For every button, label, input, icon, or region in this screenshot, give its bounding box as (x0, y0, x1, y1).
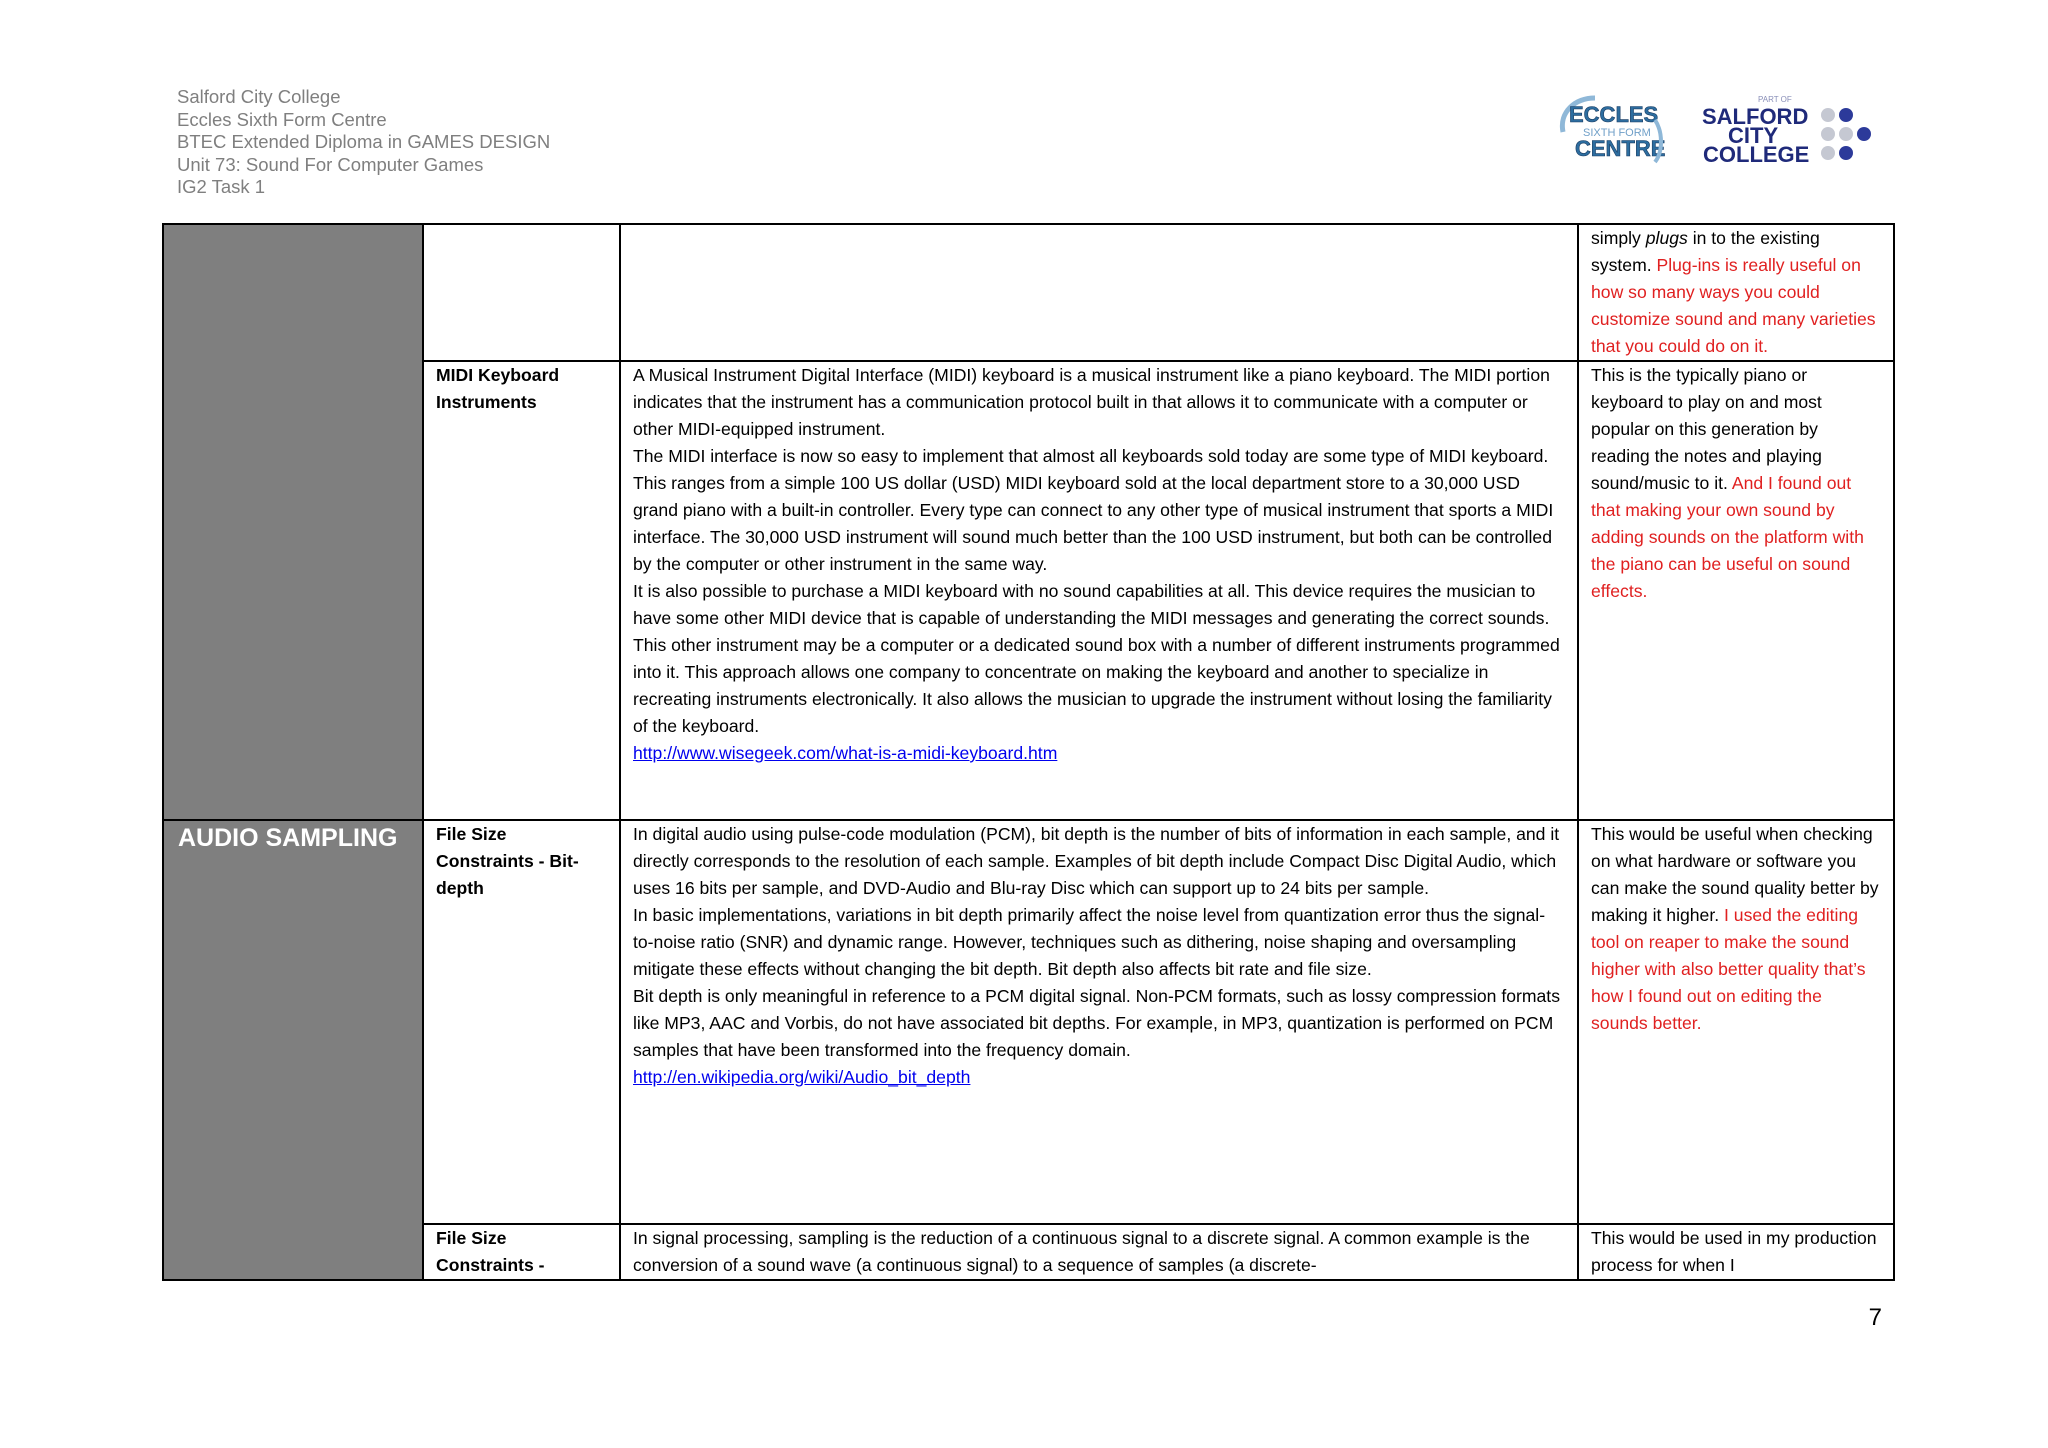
notes-italic-text: plugs (1645, 228, 1688, 248)
notes-text: This is the typically piano or keyboard to play on and most popular on this generation by reading the notes and playing sound/music to it. (1591, 365, 1822, 493)
svg-text:CENTRE: CENTRE (1575, 136, 1666, 161)
topic-bit-depth: File Size Constraints - Bit-depth (423, 820, 620, 1224)
topic-sampling: File Size Constraints - (423, 1224, 620, 1280)
svg-text:PART OF: PART OF (1758, 95, 1792, 104)
table-row (163, 1224, 1894, 1280)
notes-sampling: This would be used in my production process for when I (1578, 1224, 1894, 1280)
notes-highlight: And I found out that making your own sound by adding sounds on the platform with the piano can be useful on sound effects. (1591, 473, 1864, 601)
topic-cell-empty (423, 224, 620, 361)
notes-highlight: I used the editing tool on reaper to make the sound higher with also better quality that’s how I found out on editing the sounds better. (1591, 905, 1866, 1033)
notes-cell-plugins (1578, 224, 1894, 361)
paragraph: A Musical Instrument Digital Interface (MIDI) keyboard is a musical instrument like a piano keyboard. The MIDI portion indicates that the instrument has a communication protocol built in that allows it to communicate with a computer or other MIDI-equipped instrument. (633, 365, 1550, 439)
notes-text: This would be useful when checking on what hardware or software you can make the sound quality better by making it higher. (1591, 824, 1879, 925)
header-course: BTEC Extended Diploma in GAMES DESIGN (177, 131, 551, 152)
svg-text:SALFORD: SALFORD (1702, 104, 1809, 129)
notes-bit-depth (1578, 820, 1894, 1224)
topic-midi-keyboard: MIDI Keyboard Instruments (423, 361, 620, 820)
paragraph: Bit depth is only meaningful in reference to a PCM digital signal. Non-PCM formats, such as lossy compression formats like MP3, AAC and Vorbis, do not have associated bit depths. For example, in MP3, quantization is performed on PCM samples that have been transformed into the frequency domain. (633, 986, 1560, 1060)
svg-text:COLLEGE: COLLEGE (1703, 142, 1810, 167)
paragraph: The MIDI interface is now so easy to implement that almost all keyboards sold today are some type of MIDI keyboard. This ranges from a simple 100 US dollar (USD) MIDI keyboard sold at the local department store to a 30,000 USD grand piano with a built-in controller. Every type can connect to any other type of musical instrument that sports a MIDI interface. The 30,000 USD instrument will sound much better than the 100 USD instrument, but both can be controlled by the computer or other instrument in the same way. (633, 446, 1554, 574)
notes-highlight: Plug-ins is really useful on how so many ways you could customize sound and many varieties that you could do on it. (1591, 255, 1876, 356)
table-row (163, 224, 1894, 361)
notes-text: simply (1591, 228, 1646, 248)
header-task: IG2 Task 1 (177, 176, 266, 197)
notes-text-continued: in to the existing system. (1591, 228, 1820, 275)
document-header (177, 86, 550, 199)
svg-text:CITY: CITY (1728, 123, 1779, 148)
eccles-centre-logo (1555, 92, 1667, 168)
section-heading-audio-sampling: AUDIO SAMPLING (163, 820, 423, 1280)
page-number: 7 (1868, 1304, 1882, 1331)
header-unit: Unit 73: Sound For Computer Games (177, 153, 484, 175)
svg-text:ECCLES: ECCLES (1569, 102, 1659, 127)
research-table (162, 223, 1895, 1281)
description-bit-depth (620, 820, 1578, 1224)
paragraph: In digital audio using pulse-code modulation (PCM), bit depth is the number of bits of information in each sample, and it directly corresponds to the resolution of each sample. Examples of bit depth include Compact Disc Digital Audio, which uses 16 bits per sample, and DVD-Audio and Blu-ray Disc which can support up to 24 bits per sample. (633, 824, 1560, 898)
svg-text:SIXTH FORM: SIXTH FORM (1583, 127, 1651, 139)
table-row (163, 361, 1894, 820)
header-centre: Eccles Sixth Form Centre (177, 108, 387, 130)
source-link[interactable]: http://en.wikipedia.org/wiki/Audio_bit_depth (633, 1067, 971, 1087)
description-sampling: In signal processing, sampling is the reduction of a continuous signal to a discrete signal. A common example is the conversion of a sound wave (a continuous signal) to a sequence of samples (a discrete- (620, 1224, 1578, 1280)
table-row (163, 820, 1894, 1224)
notes-midi-keyboard (1578, 361, 1894, 820)
section-cell-empty (163, 224, 423, 820)
description-midi-keyboard (620, 361, 1578, 820)
paragraph: In basic implementations, variations in bit depth primarily affect the noise level from quantization error thus the signal-to-noise ratio (SNR) and dynamic range. However, techniques such as dithering, noise shaping and oversampling mitigate these effects without changing the bit depth. Bit depth also affects bit rate and file size. (633, 905, 1546, 979)
source-link[interactable]: http://www.wisegeek.com/what-is-a-midi-keyboard.htm (633, 743, 1058, 763)
header-college: Salford City College (177, 86, 341, 107)
salford-city-college-logo (1700, 92, 1878, 168)
description-cell-empty (620, 224, 1578, 361)
paragraph: It is also possible to purchase a MIDI keyboard with no sound capabilities at all. This device requires the musician to have some other MIDI device that is capable of understanding the MIDI messages and generating the correct sounds. This other instrument may be a computer or a dedicated sound box with a number of different instruments programmed into it. This approach allows one company to concentrate on making the keyboard and another to specialize in recreating instruments electronically. It also allows the musician to upgrade the instrument without losing the familiarity of the keyboard. (633, 581, 1560, 736)
